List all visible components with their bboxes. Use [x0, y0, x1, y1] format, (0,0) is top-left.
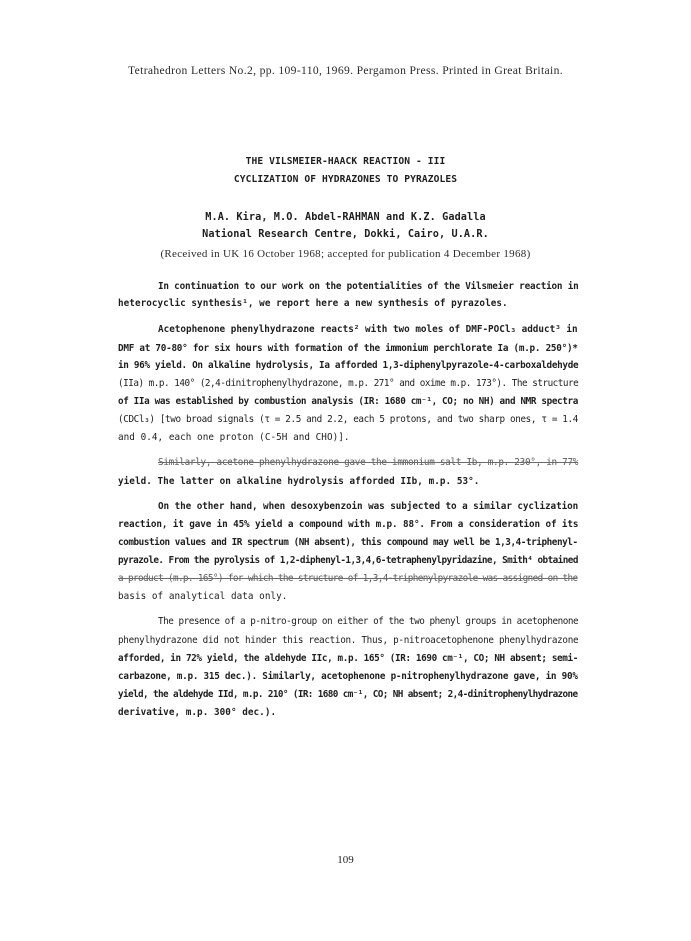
received-dates: (Received in UK 16 October 1968; accepted for publication 4 December 1968) — [160, 248, 531, 260]
article-title-line1: THE VILSMEIER-HAACK REACTION - III — [245, 156, 446, 167]
body-line: (CDCl₃) [two broad signals (τ = 2.5 and 2.2, each 5 protons, and two sharp ones, τ = 1.4 — [118, 414, 578, 425]
body-line: pyrazole. From the pyrolysis of 1,2-diphenyl-1,3,4,6-tetraphenylpyridazine, Smith⁴ obtained — [118, 555, 578, 566]
body-line-faded: Similarly, acetone phenylhydrazone gave the immonium salt Ib, m.p. 230°, in 77% — [158, 457, 579, 468]
body-line: derivative, m.p. 300° dec.). — [118, 707, 277, 718]
body-line: In continuation to our work on the potentialities of the Vilsmeier reaction in — [158, 281, 579, 292]
body-line: combustion values and IR spectrum (NH absent), this compound may well be 1,3,4-triphenyl- — [118, 537, 578, 548]
body-line: On the other hand, when desoxybenzoin was subjected to a similar cyclization — [158, 501, 579, 512]
body-line: (IIa) m.p. 140° (2,4-dinitrophenylhydrazone, m.p. 271° and oxime m.p. 173°). The structure — [118, 378, 579, 389]
body-line: in 96% yield. On alkaline hydrolysis, Ia afforded 1,3-diphenylpyrazole-4-carboxaldehyde — [118, 360, 579, 371]
body-line: heterocyclic synthesis¹, we report here a new synthesis of pyrazoles. — [118, 298, 508, 309]
journal-header: Tetrahedron Letters No.2, pp. 109-110, 1969. Pergamon Press. Printed in Great Britain. — [128, 64, 563, 77]
body-line: The presence of a p-nitro-group on either of the two phenyl groups in acetophenone — [158, 616, 579, 627]
body-line: carbazone, m.p. 315 dec.). Similarly, acetophenone p-nitrophenylhydrazone gave, in 90% — [118, 671, 578, 682]
body-line: Acetophenone phenylhydrazone reacts² with two moles of DMF-POCl₃ adduct³ in — [158, 324, 578, 335]
body-line: and 0.4, each one proton (C-5H and CHO)]. — [118, 432, 350, 443]
body-line: phenylhydrazone did not hinder this reaction. Thus, p-nitroacetophenone phenylhydrazone — [118, 635, 579, 646]
body-line-faded: a product (m.p. 165°) for which the structure of 1,3,4-triphenylpyrazole was assigned on the — [118, 573, 578, 584]
article-title-line2: CYCLIZATION OF HYDRAZONES TO PYRAZOLES — [233, 174, 458, 185]
body-line: DMF at 70-80° for six hours with formation of the immonium perchlorate Ia (m.p. 250°)* — [118, 343, 578, 354]
body-line: reaction, it gave in 45% yield a compound with m.p. 88°. From a consideration of its — [118, 519, 579, 530]
author-list: M.A. Kira, M.O. Abdel-RAHMAN and K.Z. Gadalla — [205, 212, 486, 223]
body-line: of IIa was established by combustion analysis (IR: 1680 cm⁻¹, CO; no NH) and NMR spectra — [118, 396, 578, 407]
page-number: 109 — [337, 854, 354, 866]
body-line: basis of analytical data only. — [118, 591, 288, 602]
body-line: yield, the aldehyde IId, m.p. 210° (IR: 1680 cm⁻¹, CO; NH absent; 2,4-dinitrophenylhydrazone — [118, 689, 578, 700]
body-line: yield. The latter on alkaline hydrolysis afforded IIb, m.p. 53°. — [118, 476, 480, 487]
body-line: afforded, in 72% yield, the aldehyde IIc, m.p. 165° (IR: 1690 cm⁻¹, CO; NH absent; semi- — [118, 653, 578, 664]
affiliation: National Research Centre, Dokki, Cairo, U.A.R. — [202, 229, 489, 240]
